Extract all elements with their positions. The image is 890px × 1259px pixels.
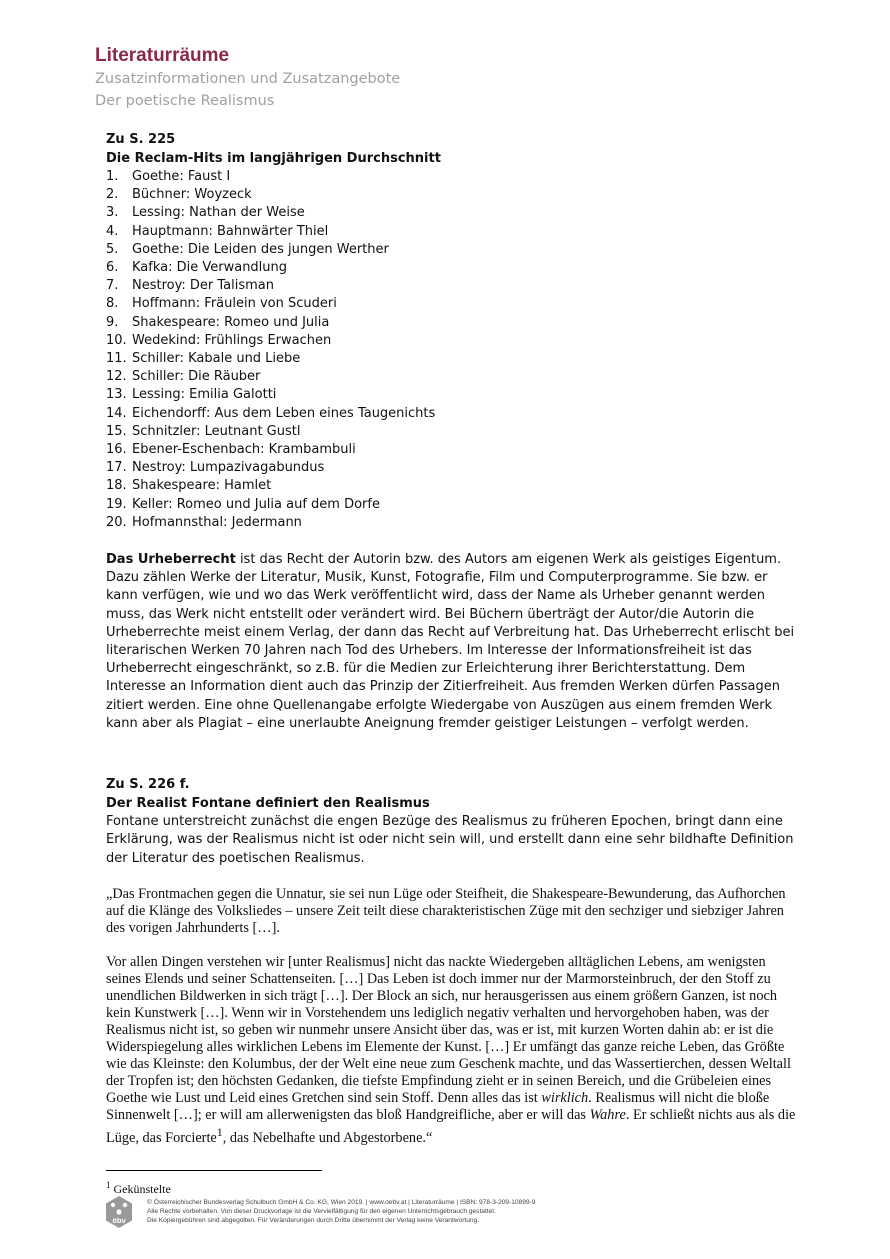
list-item-number: 6. bbox=[106, 260, 119, 276]
list-item bbox=[106, 277, 796, 295]
list-item-text: Wedekind: Frühlings Erwachen bbox=[132, 332, 332, 348]
list-item-number: 2. bbox=[106, 187, 119, 203]
list-item-number: 4. bbox=[106, 223, 119, 239]
list-item-number: 12. bbox=[106, 369, 127, 385]
footnote-number: 1 bbox=[106, 1180, 111, 1190]
quote-paragraph bbox=[106, 954, 796, 1147]
list-item bbox=[106, 168, 796, 186]
list-item-text: Shakespeare: Hamlet bbox=[132, 478, 272, 494]
list-item-text: Shakespeare: Romeo und Julia bbox=[132, 314, 330, 330]
quote-emphasis: Wahre bbox=[589, 1106, 626, 1123]
section-heading: Der Realist Fontane definiert den Realismus bbox=[106, 796, 430, 812]
imprint-line: © Österreichischer Bundesverlag Schulbuch GmbH & Co. KG, Wien 2019. | www.oebv.at | Literaturräume | ISBN: 978-3-209-10899-9 bbox=[147, 1199, 536, 1206]
imprint bbox=[147, 1198, 535, 1225]
list-item-text: Hofmannsthal: Jedermann bbox=[132, 514, 302, 530]
list-item-number: 13. bbox=[106, 387, 127, 403]
list-item-text: Schiller: Die Räuber bbox=[132, 369, 261, 385]
list-item bbox=[106, 477, 796, 495]
list-item-number: 11. bbox=[106, 351, 127, 367]
quote-paragraph: „Das Frontmachen gegen die Unnatur, sie sei nun Lüge oder Steifheit, die Shakespeare-Bewunderung, das Aufhorchen auf die Klänge des Volksliedes – unsere Zeit teilt diese charakteristischen Züge mit den sechziger und siebziger Jahren des vorigen Jahrhunderts […]. bbox=[106, 885, 786, 936]
list-item bbox=[106, 405, 796, 423]
list-item-number: 7. bbox=[106, 278, 119, 294]
list-item bbox=[106, 368, 796, 386]
list-item-text: Kafka: Die Verwandlung bbox=[132, 260, 288, 276]
page-subtitle: Zusatzinformationen und Zusatzangebote bbox=[95, 71, 401, 87]
copyright-text: ist das Recht der Autorin bzw. des Autors am eigenen Werk als geistiges Eigentum. Dazu zählen Werke der Literatur, Musik, Kunst, Fotografie, Film und Computerprogramme. Sie bzw. er kann verfügen, wie und wo das Werk veröffentlicht wird, dass der Name als Urheber genannt werden muss, das Werk nicht entstellt oder verändert wird. Bei Büchern überträgt der Autor/die Autorin die Urheberrechte meist einem Verlag, der dann das Recht auf Verbreitung hat. Das Urheberrecht erlischt bei literarischen Werken 70 Jahren nach Tod des Urhebers. Im Interesse der Informationsfreiheit ist das Urheberrecht eingeschränkt, so z.B. für die Medien zur Erleichterung ihrer Berichterstattung. Dem Interesse an Information dient auch das Prinzip der Zitierfreiheit. Aus fremden Werken dürfen Passagen zitiert werden. Eine ohne Quellenangabe erfolgte Wiedergabe von Auszügen aus einem fremden Werk kann aber als Plagiat – eine unerlaubte Aneignung fremder geistiger Leistungen – verfolgt werden. bbox=[106, 552, 795, 731]
page-title: Literaturräume bbox=[95, 45, 230, 66]
list-item bbox=[106, 423, 796, 441]
page-header bbox=[95, 44, 400, 112]
copyright-term: Das Urheberrecht bbox=[106, 552, 236, 568]
list-item-number: 9. bbox=[106, 314, 119, 330]
intro-paragraph: Fontane unterstreicht zunächst die engen Bezüge des Realismus zu früheren Epochen, bringt dann eine Erklärung, was der Realismus nicht ist oder nicht sein will, und erstellt dann eine sehr bildhafte Definition der Literatur des poetischen Realismus. bbox=[106, 814, 794, 866]
list-item-number: 10. bbox=[106, 332, 127, 348]
oebv-logo-icon bbox=[104, 1195, 134, 1229]
list-item-text: Hoffmann: Fräulein von Scuderi bbox=[132, 296, 337, 312]
copyright-paragraph bbox=[106, 551, 796, 733]
list-item-text: Schiller: Kabale und Liebe bbox=[132, 351, 301, 367]
quote-emphasis: wirklich bbox=[541, 1089, 589, 1106]
footnote-divider bbox=[106, 1170, 322, 1171]
footnote-ref: 1 bbox=[216, 1124, 223, 1139]
list-item bbox=[106, 496, 796, 514]
quote-text: . Realismus will nicht die bloße Sinnenwelt […]; er will am allerwenigsten das bloß Handgreifliche, aber er will das bbox=[106, 1089, 770, 1123]
list-item bbox=[106, 314, 796, 332]
list-item bbox=[106, 514, 796, 532]
list-item bbox=[106, 259, 796, 277]
section-heading: Die Reclam-Hits im langjährigen Durchschnitt bbox=[106, 151, 441, 166]
list-item bbox=[106, 223, 796, 241]
list-item-text: Büchner: Woyzeck bbox=[132, 187, 252, 203]
list-item-number: 15. bbox=[106, 423, 127, 439]
page-topic: Der poetische Realismus bbox=[95, 93, 275, 109]
list-item-text: Keller: Romeo und Julia auf dem Dorfe bbox=[132, 496, 380, 512]
list-item-number: 3. bbox=[106, 205, 119, 221]
list-item bbox=[106, 332, 796, 350]
imprint-line: Die Kopiergebühren sind abgegolten. Für Veränderungen durch Dritte übernimmt der Verlag keine Verantwortung. bbox=[147, 1217, 480, 1224]
section-ref: Zu S. 225 bbox=[106, 132, 176, 147]
list-item-number: 17. bbox=[106, 460, 127, 476]
list-item bbox=[106, 386, 796, 404]
imprint-line: Alle Rechte vorbehalten. Von dieser Druckvorlage ist die Vervielfältigung für den eigenen Unterrichtsgebrauch gestattet. bbox=[147, 1208, 496, 1215]
list-item-number: 19. bbox=[106, 496, 127, 512]
list-item-number: 5. bbox=[106, 241, 119, 257]
list-item bbox=[106, 459, 796, 477]
list-item-text: Nestroy: Lumpazivagabundus bbox=[132, 460, 325, 476]
logo-text: öbv bbox=[112, 1216, 126, 1225]
list-item bbox=[106, 295, 796, 313]
list-item-text: Hauptmann: Bahnwärter Thiel bbox=[132, 223, 329, 239]
list-item-text: Ebener-Eschenbach: Krambambuli bbox=[132, 442, 356, 458]
list-item-text: Goethe: Die Leiden des jungen Werther bbox=[132, 241, 389, 257]
list-item-number: 1. bbox=[106, 169, 119, 184]
list-item-number: 16. bbox=[106, 442, 127, 458]
list-item-text: Lessing: Emilia Galotti bbox=[132, 387, 277, 403]
list-item-number: 18. bbox=[106, 478, 127, 494]
list-item bbox=[106, 441, 796, 459]
list-item-text: Eichendorff: Aus dem Leben eines Taugenichts bbox=[132, 405, 436, 421]
list-item-number: 8. bbox=[106, 296, 119, 312]
content bbox=[106, 130, 796, 1146]
list-item-text: Lessing: Nathan der Weise bbox=[132, 205, 305, 221]
footnote-text: Gekünstelte bbox=[113, 1182, 171, 1196]
section-ref: Zu S. 226 f. bbox=[106, 777, 190, 793]
list-item-text: Goethe: Faust I bbox=[132, 169, 231, 184]
quote-text: , das Nebelhafte und Abgestorbene.“ bbox=[222, 1129, 433, 1146]
list-item bbox=[106, 350, 796, 368]
list-item-text: Nestroy: Der Talisman bbox=[132, 278, 274, 294]
list-item bbox=[106, 204, 796, 222]
list-item-number: 20. bbox=[106, 514, 127, 530]
list-item bbox=[106, 241, 796, 259]
reclam-list bbox=[106, 168, 796, 532]
list-item bbox=[106, 186, 796, 204]
quote-text: . Er schließt nichts aus als die Lüge, das Forcierte bbox=[106, 1106, 796, 1146]
list-item-text: Schnitzler: Leutnant Gustl bbox=[132, 423, 301, 439]
list-item-number: 14. bbox=[106, 405, 127, 421]
quote-text: Vor allen Dingen verstehen wir [unter Realismus] nicht das nackte Wiedergeben alltäglichen Lebens, am wenigsten seines Elends und seiner Schattenseiten. […] Das Leben ist doch immer nur der Marmorsteinbruch, der den Stoff zu unendlichen Bildwerken in sich trägt […]. Der Block an sich, nur herausgerissen aus einem größern Ganzen, ist noch kein Kunstwerk […]. Wenn wir in Vorstehendem uns lediglich negativ verhalten und hervorgehoben haben, was der Realismus nicht ist, so geben wir nunmehr unsere Ansicht über das, was er ist, mit kurzen Worten dahin ab: er ist die Widerspiegelung alles wirklichen Lebens im Elemente der Kunst. […] Er umfängt das ganze reiche Leben, das Größte wie das Kleinste: den Kolumbus, der der Welt eine neue zum Geschenk machte, und das Wassertierchen, dessen Weltall der Tropfen ist; den höchsten Gedanken, die tiefste Empfindung zieht er in seinen Bereich, und die Grübeleien eines Goethe wie Lust und Leid eines Gretchen sind sein Stoff. Denn alles das ist bbox=[106, 953, 791, 1106]
